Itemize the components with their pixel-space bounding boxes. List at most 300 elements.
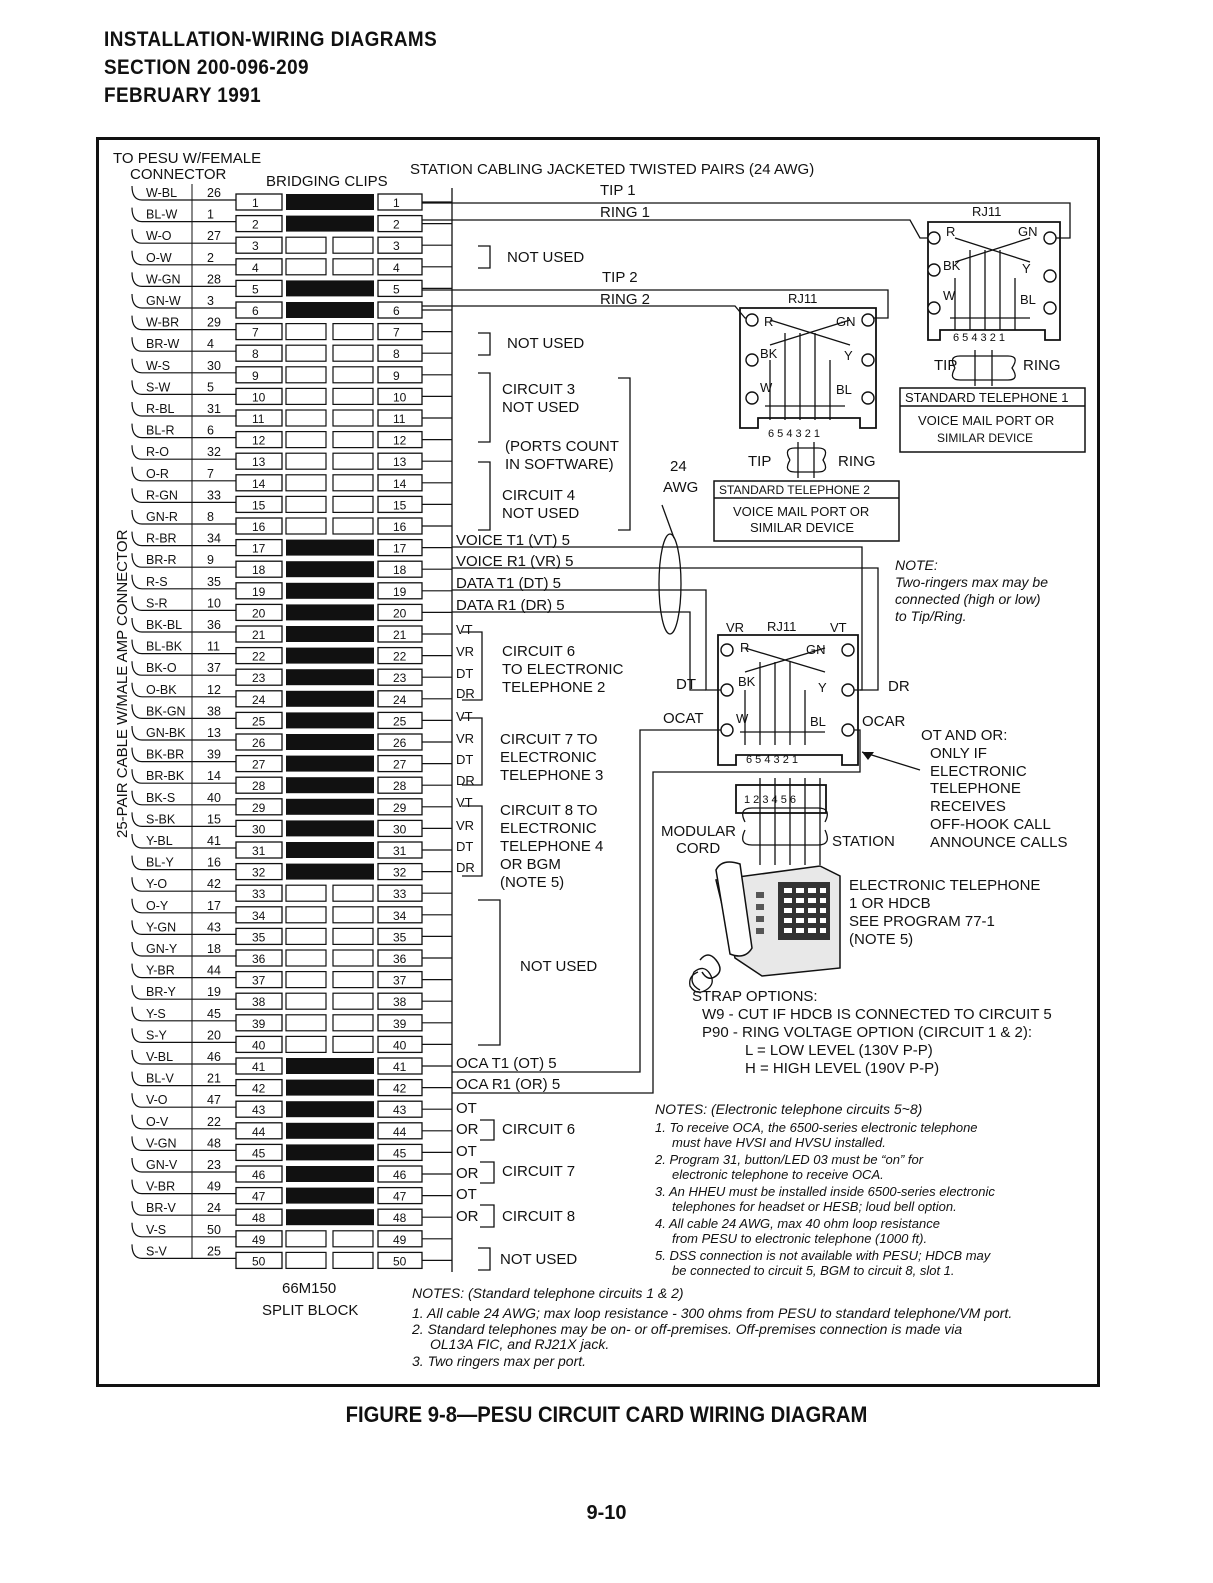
notes-electronic-item-1: 1. To receive OCA, the 6500-series electronic telephone <box>655 1120 978 1135</box>
cable-pair-number: 12 <box>207 682 221 697</box>
circuit8-label-2: ELECTRONIC <box>500 820 597 837</box>
cable-pair-color: W-O <box>146 229 172 244</box>
block-model: 66M150 <box>282 1280 337 1297</box>
circuit6-label-1: CIRCUIT 6 <box>502 643 576 660</box>
cable-pair-number: 35 <box>207 574 221 589</box>
electronic-tel-1: ELECTRONIC TELEPHONE <box>849 877 1041 894</box>
rj11-low-pins: 6 5 4 3 2 1 <box>746 754 798 766</box>
circuit8-label-3: TELEPHONE 4 <box>500 838 604 855</box>
cable-pair-number: 25 <box>207 1244 221 1259</box>
cable-pair-number: 3 <box>207 294 214 308</box>
empty-clip-slot <box>333 237 373 253</box>
tip-2-label: TIP <box>748 453 772 470</box>
empty-clip-slot <box>286 950 326 966</box>
bridging-clip <box>286 1188 374 1204</box>
cable-vertical-label: 25-PAIR CABLE W/MALE AMP CONNECTOR <box>114 529 131 838</box>
block-terminal-left <box>236 216 282 232</box>
block-row-number-right: 35 <box>393 930 407 945</box>
cable-pair-color: W-BR <box>146 315 180 330</box>
cable-pair-color: O-R <box>146 466 169 481</box>
dr-label: DR <box>888 678 910 695</box>
cable-pair-color: BK-O <box>146 661 177 676</box>
notes-electronic-item-8: from PESU to electronic telephone (1000 ft). <box>672 1231 928 1246</box>
block-row-number-right: 17 <box>393 541 407 556</box>
cable-pair-number: 9 <box>207 553 214 568</box>
cable-pair-color: R-BL <box>146 402 175 416</box>
cable-pair-number: 7 <box>207 466 214 481</box>
block-row-number-left: 13 <box>252 455 266 470</box>
block-row-number-right: 15 <box>393 498 407 513</box>
cable-pair-color: BR-R <box>146 553 177 568</box>
block-terminal-left <box>236 259 282 275</box>
bridging-clip <box>286 777 374 793</box>
cable-pair-color: W-GN <box>146 272 181 287</box>
ring-1-label: RING <box>1023 357 1061 374</box>
code-dt-7: DT <box>456 752 474 767</box>
ot-or-note-5: RECEIVES <box>930 798 1006 815</box>
block-row-number-left: 39 <box>252 1016 266 1031</box>
block-row-number-left: 10 <box>252 390 266 405</box>
header-line-1: INSTALLATION-WIRING DIAGRAMS <box>104 28 438 51</box>
voice-r1-label: VOICE R1 (VR) 5 <box>456 553 574 570</box>
rj11-jack-top <box>928 222 1060 340</box>
block-row-number-right: 47 <box>393 1189 407 1204</box>
cable-pair-number: 38 <box>207 704 221 719</box>
block-row-number-left: 16 <box>252 520 266 534</box>
block-row-number-right: 4 <box>393 260 400 275</box>
empty-clip-slot <box>286 1036 326 1052</box>
empty-clip-slot <box>286 388 326 404</box>
block-row-number-left: 14 <box>252 476 266 491</box>
block-row-number-right: 23 <box>393 671 407 686</box>
cable-pair-color: V-O <box>146 1093 168 1108</box>
block-row-number-right: 29 <box>393 800 407 815</box>
circuit6-label-3: TELEPHONE 2 <box>502 679 606 696</box>
block-terminal-right <box>378 216 422 232</box>
std-tel-1-line2: SIMILAR DEVICE <box>937 431 1034 445</box>
cable-pair-color: Y-GN <box>146 920 177 935</box>
cable-pair-number: 31 <box>207 402 221 416</box>
circuit8-label-4: OR BGM <box>500 856 561 873</box>
block-row-number-right: 5 <box>393 282 400 297</box>
cable-pair-number: 36 <box>207 618 221 632</box>
block-terminal-right <box>378 259 422 275</box>
block-row-number-right: 2 <box>393 217 400 232</box>
empty-clip-slot <box>333 324 373 340</box>
block-row-number-right: 14 <box>393 476 407 491</box>
block-row-number-right: 39 <box>393 1016 407 1031</box>
code-vr-8: VR <box>456 818 475 833</box>
block-row-number-left: 15 <box>252 498 266 513</box>
bridging-clip <box>286 1080 374 1096</box>
empty-clip-slot <box>333 367 373 383</box>
ringer-note-line1: Two-ringers max may be <box>895 574 1049 590</box>
empty-clip-slot <box>333 410 373 426</box>
cable-pair-color: O-W <box>146 250 172 265</box>
block-terminal-right <box>378 345 422 361</box>
rj11-top-label: RJ11 <box>972 204 1002 219</box>
block-row-number-left: 4 <box>252 260 259 275</box>
bridging-clip <box>286 842 374 858</box>
bridging-clip <box>286 691 374 707</box>
block-row-number-right: 10 <box>393 390 407 405</box>
notes-electronic-item-4: electronic telephone to receive OCA. <box>672 1167 884 1182</box>
block-terminal-left <box>236 324 282 340</box>
block-row-number-left: 50 <box>252 1254 266 1269</box>
circuit8-label-1: CIRCUIT 8 TO <box>500 802 598 819</box>
cable-pair-number: 42 <box>207 877 221 892</box>
block-row-number-left: 18 <box>252 563 266 578</box>
cable-pair-number: 21 <box>207 1071 221 1086</box>
block-row-number-right: 13 <box>393 455 407 470</box>
block-row-number-left: 49 <box>252 1232 266 1247</box>
block-row-number-left: 25 <box>252 714 266 729</box>
block-row-number-right: 49 <box>393 1232 407 1247</box>
code-or-6: OR <box>456 1121 479 1138</box>
cable-pair-color: GN-W <box>146 294 181 308</box>
electronic-telephone-icon <box>700 862 840 978</box>
cable-pair-color: Y-BR <box>146 963 175 978</box>
cable-pair-color: S-V <box>146 1244 167 1259</box>
block-row-number-left: 12 <box>252 433 266 448</box>
bridging-clip <box>286 799 374 815</box>
cable-pair-color: V-GN <box>146 1136 177 1151</box>
rj11-mid-bk: BK <box>760 346 778 361</box>
cable-pair-color: GN-R <box>146 510 178 524</box>
cable-pair-color: BL-W <box>146 207 178 222</box>
code-ot-7: OT <box>456 1143 477 1160</box>
modular-label: MODULAR <box>661 823 737 840</box>
code-vt-6: VT <box>456 622 473 637</box>
oca-circuit7: CIRCUIT 7 <box>502 1163 576 1180</box>
cable-pair-number: 4 <box>207 337 214 352</box>
empty-clip-slot <box>286 324 326 340</box>
rj11-top-pins: 6 5 4 3 2 1 <box>953 332 1005 344</box>
awg-24: 24 <box>670 458 687 475</box>
cable-pair-color: BK-GN <box>146 704 186 719</box>
cable-pair-color: W-BL <box>146 186 178 200</box>
std-tel-1-title: STANDARD TELEPHONE 1 <box>905 390 1069 405</box>
electronic-tel-4: (NOTE 5) <box>849 931 914 948</box>
notes-electronic-item-3: 2. Program 31, button/LED 03 must be “on” for <box>655 1152 924 1167</box>
code-vt-7: VT <box>456 709 473 724</box>
cable-pair-color: GN-V <box>146 1158 178 1172</box>
block-row-number-right: 9 <box>393 368 400 383</box>
header-line-2: SECTION 200-096-209 <box>104 56 310 79</box>
cable-pair-number: 10 <box>207 596 221 611</box>
to-pesu-label-1: TO PESU W/FEMALE <box>113 150 262 167</box>
rj11-top-bk: BK <box>943 258 961 273</box>
empty-clip-slot <box>286 993 326 1009</box>
block-row-number-right: 36 <box>393 952 407 966</box>
bridging-clip <box>286 712 374 728</box>
cable-pair-number: 20 <box>207 1028 221 1043</box>
notes-electronic-item-10: be connected to circuit 5, BGM to circuit 8, slot 1. <box>672 1263 955 1278</box>
oca-circuit6: CIRCUIT 6 <box>502 1121 576 1138</box>
code-or-8: OR <box>456 1208 479 1225</box>
block-terminal-right <box>378 324 422 340</box>
circuit7-label-2: ELECTRONIC <box>500 749 597 766</box>
block-row-number-right: 24 <box>393 692 407 707</box>
block-row-number-left: 8 <box>252 347 259 362</box>
circuit8-label-5: (NOTE 5) <box>500 874 565 891</box>
cable-pair-number: 50 <box>207 1222 221 1237</box>
circuit3-label: CIRCUIT 3 <box>502 381 576 398</box>
empty-clip-slot <box>333 885 373 901</box>
cable-pair-number: 46 <box>207 1050 221 1064</box>
ring2-label: RING 2 <box>600 291 651 308</box>
block-row-number-left: 17 <box>252 541 266 556</box>
block-row-number-right: 28 <box>393 779 407 794</box>
to-pesu-label-2: CONNECTOR <box>130 166 227 183</box>
block-row-number-right: 26 <box>393 736 407 750</box>
empty-clip-slot <box>286 410 326 426</box>
rj11-low-bk: BK <box>738 674 756 689</box>
cable-pair-number: 8 <box>207 510 214 524</box>
cable-pair-color: BR-V <box>146 1201 176 1216</box>
block-row-number-left: 27 <box>252 757 266 772</box>
cable-pair-number: 24 <box>207 1201 221 1216</box>
data-r1-label: DATA R1 (DR) 5 <box>456 597 565 614</box>
empty-clip-slot <box>286 475 326 491</box>
empty-clip-slot <box>286 928 326 944</box>
std-tel-2-title: STANDARD TELEPHONE 2 <box>719 483 870 497</box>
block-row-number-right: 8 <box>393 347 400 362</box>
cable-pair-color: R-GN <box>146 488 178 503</box>
circuit4-label: CIRCUIT 4 <box>502 487 576 504</box>
cable-pair-color: S-Y <box>146 1028 167 1043</box>
cable-pair-color: S-W <box>146 380 171 395</box>
block-row-number-right: 1 <box>393 196 400 210</box>
cable-pair-number: 11 <box>207 639 220 654</box>
block-row-number-left: 35 <box>252 930 266 945</box>
cable-pair-color: R-BR <box>146 531 177 546</box>
block-row-number-left: 32 <box>252 865 266 880</box>
code-vr-7: VR <box>456 731 475 746</box>
cable-pair-color: BL-Y <box>146 855 174 870</box>
cable-pair-color: BR-W <box>146 337 180 352</box>
notes-electronic-item-5: 3. An HHEU must be installed inside 6500-series electronic <box>655 1184 995 1199</box>
electronic-tel-3: SEE PROGRAM 77-1 <box>849 913 995 930</box>
ringer-note-line2: connected (high or low) <box>895 591 1041 607</box>
block-row-number-left: 29 <box>252 800 266 815</box>
empty-clip-slot <box>286 972 326 988</box>
cable-pair-number: 6 <box>207 423 214 438</box>
empty-clip-slot <box>333 345 373 361</box>
block-row-number-right: 20 <box>393 606 407 621</box>
block-row-number-right: 27 <box>393 757 407 772</box>
cable-pair-number: 34 <box>207 531 221 546</box>
cable-pair-color: R-S <box>146 574 168 589</box>
block-row-number-left: 43 <box>252 1103 266 1118</box>
strap-high: H = HIGH LEVEL (190V P-P) <box>745 1060 940 1077</box>
block-row-number-left: 19 <box>252 584 266 599</box>
electronic-tel-2: 1 OR HDCB <box>849 895 931 912</box>
cable-pair-color: S-BK <box>146 812 176 827</box>
notes-electronic-title: NOTES: (Electronic telephone circuits 5~8) <box>655 1101 923 1117</box>
code-vr-6: VR <box>456 644 475 659</box>
empty-clip-slot <box>286 885 326 901</box>
block-row-number-left: 36 <box>252 952 266 966</box>
cable-pair-color: R-O <box>146 445 169 460</box>
cable-pair-number: 44 <box>207 963 221 978</box>
cable-pair-number: 16 <box>207 855 221 870</box>
block-row-number-left: 46 <box>252 1168 266 1182</box>
cable-pair-number: 13 <box>207 726 221 740</box>
figure-caption: FIGURE 9-8—PESU CIRCUIT CARD WIRING DIAGRAM <box>345 1402 868 1427</box>
notes-electronic-item-2: must have HVSI and HVSU installed. <box>672 1135 886 1150</box>
block-row-number-right: 31 <box>393 844 407 858</box>
block-row-number-right: 7 <box>393 325 400 340</box>
block-row-number-left: 22 <box>252 649 266 664</box>
block-row-number-right: 11 <box>393 412 406 426</box>
cable-pair-number: 23 <box>207 1158 221 1172</box>
block-row-number-left: 6 <box>252 304 259 318</box>
block-row-number-left: 37 <box>252 973 266 988</box>
station-cabling-label: STATION CABLING JACKETED TWISTED PAIRS (24 AWG) <box>410 161 815 178</box>
block-row-number-left: 24 <box>252 692 266 707</box>
punch-block <box>132 184 452 1268</box>
block-row-number-right: 22 <box>393 649 407 664</box>
block-terminal-left <box>236 345 282 361</box>
rj11-low-label: RJ11 <box>767 619 797 634</box>
empty-clip-slot <box>286 1252 326 1268</box>
cable-pair-color: O-Y <box>146 898 169 913</box>
circuit3-not-used: NOT USED <box>502 399 580 416</box>
bridging-clip <box>286 561 374 577</box>
rj11-mid-r: R <box>764 314 774 329</box>
std-tel-1-line1: VOICE MAIL PORT OR <box>918 413 1055 428</box>
header-line-3: FEBRUARY 1991 <box>104 84 262 107</box>
notes-standard-item-3: OL13A FIC, and RJ21X jack. <box>430 1336 610 1352</box>
cable-pair-number: 27 <box>207 229 221 244</box>
strap-low: L = LOW LEVEL (130V P-P) <box>745 1042 933 1059</box>
block-row-number-right: 41 <box>393 1060 407 1074</box>
block-row-number-right: 48 <box>393 1211 407 1226</box>
strap-w9: W9 - CUT IF HDCB IS CONNECTED TO CIRCUIT 5 <box>702 1006 1052 1023</box>
ot-or-note-1: OT AND OR: <box>921 727 1008 744</box>
block-row-number-right: 42 <box>393 1081 407 1096</box>
empty-clip-slot <box>333 907 373 923</box>
code-dr-8: DR <box>456 860 475 875</box>
cable-pair-number: 40 <box>207 790 221 805</box>
bridging-clip <box>286 302 374 318</box>
cable-pair-color: GN-BK <box>146 726 186 740</box>
block-terminal-left <box>236 194 282 210</box>
bridging-clip <box>286 626 374 642</box>
empty-clip-slot <box>333 475 373 491</box>
rj11-mid-gn: GN <box>836 314 856 329</box>
bridging-clip <box>286 280 374 296</box>
block-row-number-left: 40 <box>252 1038 266 1053</box>
rj11-top-gn: GN <box>1018 224 1038 239</box>
dt-label: DT <box>676 676 696 693</box>
rj11-mid-w: W <box>760 380 773 395</box>
empty-clip-slot <box>333 993 373 1009</box>
not-used-2: NOT USED <box>507 335 585 352</box>
bridging-clip <box>286 540 374 556</box>
block-row-number-right: 16 <box>393 520 407 534</box>
block-row-number-right: 18 <box>393 563 407 578</box>
cable-pair-number: 29 <box>207 315 221 330</box>
cable-pair-color: BK-BL <box>146 618 183 632</box>
ocar-label: OCAR <box>862 713 906 730</box>
oca-circuit8: CIRCUIT 8 <box>502 1208 576 1225</box>
block-row-number-right: 21 <box>393 628 407 642</box>
empty-clip-slot <box>286 1231 326 1247</box>
cable-pair-number: 18 <box>207 942 221 956</box>
code-ot-8: OT <box>456 1186 477 1203</box>
cable-pair-color: Y-O <box>146 877 168 892</box>
tip-1-label: TIP <box>934 357 958 374</box>
block-terminal-right <box>378 302 422 318</box>
empty-clip-slot <box>333 259 373 275</box>
rj11-low-vr: VR <box>726 620 745 635</box>
awg-label: AWG <box>663 479 699 496</box>
cable-pair-color: BL-BK <box>146 639 183 654</box>
empty-clip-slot <box>333 453 373 469</box>
page-number: 9-10 <box>586 1502 627 1524</box>
block-terminal-left <box>236 280 282 296</box>
cable-pair-color: GN-Y <box>146 942 178 956</box>
block-terminal-right <box>378 367 422 383</box>
bridging-clip <box>286 669 374 685</box>
rj11-jack-lower <box>718 635 858 765</box>
cable-pair-number: 30 <box>207 358 221 373</box>
notes-standard-item-1: 1. All cable 24 AWG; max loop resistance - 300 ohms from PESU to standard telephone/VM port. <box>412 1305 1013 1321</box>
block-row-number-left: 1 <box>252 196 259 210</box>
bridging-clip <box>286 216 374 232</box>
ports-count-2: IN SOFTWARE) <box>505 456 614 473</box>
ot-or-note-2: ONLY IF <box>930 745 987 762</box>
cable-pair-number: 49 <box>207 1179 221 1194</box>
empty-clip-slot <box>333 1252 373 1268</box>
bridging-clip <box>286 1101 374 1117</box>
cable-pair-number: 22 <box>207 1114 221 1129</box>
ring-2-label: RING <box>838 453 876 470</box>
cable-pair-color: W-S <box>146 358 171 373</box>
block-row-number-left: 47 <box>252 1189 266 1204</box>
block-row-number-right: 34 <box>393 908 407 923</box>
oca-r1-label: OCA R1 (OR) 5 <box>456 1076 561 1093</box>
rj11-low-w: W <box>736 711 749 726</box>
empty-clip-slot <box>333 1036 373 1052</box>
block-row-number-left: 44 <box>252 1124 266 1139</box>
bridging-clip <box>286 756 374 772</box>
ringer-note-line3: to Tip/Ring. <box>895 608 967 624</box>
block-terminal-left <box>236 237 282 253</box>
block-row-number-left: 38 <box>252 995 266 1010</box>
notes-electronic-item-9: 5. DSS connection is not available with PESU; HDCB may <box>655 1248 991 1263</box>
empty-clip-slot <box>286 496 326 512</box>
code-or-7: OR <box>456 1165 479 1182</box>
block-row-number-right: 33 <box>393 887 407 902</box>
block-row-number-right: 43 <box>393 1103 407 1118</box>
empty-clip-slot <box>286 907 326 923</box>
block-terminal-right <box>378 280 422 296</box>
ot-or-note-4: TELEPHONE <box>930 780 1021 797</box>
bridging-clip <box>286 864 374 880</box>
rj11-top-y: Y <box>1022 261 1031 276</box>
block-row-number-left: 11 <box>252 412 265 426</box>
cable-pair-color: BL-V <box>146 1071 174 1086</box>
empty-clip-slot <box>333 972 373 988</box>
bridging-clip <box>286 1166 374 1182</box>
block-terminal-right <box>378 194 422 210</box>
block-row-number-right: 3 <box>393 239 400 254</box>
ocat-label: OCAT <box>663 710 704 727</box>
strap-title: STRAP OPTIONS: <box>692 988 818 1005</box>
